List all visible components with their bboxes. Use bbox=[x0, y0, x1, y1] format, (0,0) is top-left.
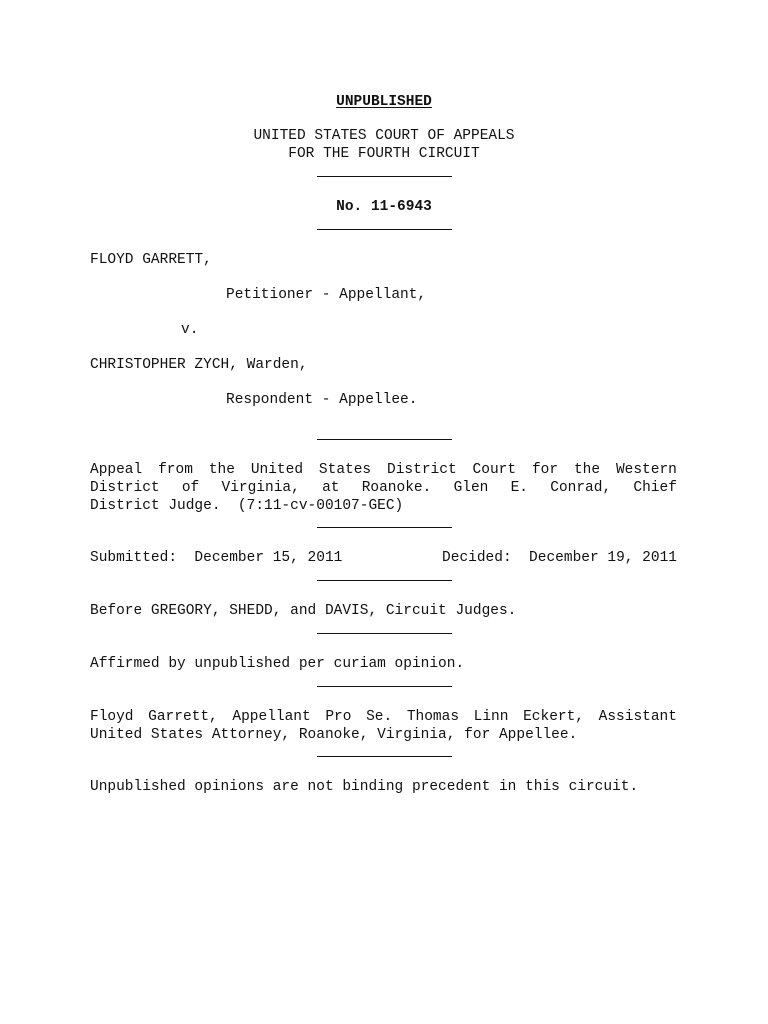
word: E. bbox=[510, 480, 529, 496]
court-name-line1: UNITED STATES COURT OF APPEALS bbox=[253, 128, 515, 144]
word: Se. bbox=[366, 709, 393, 725]
unpublished-notice: Unpublished opinions are not binding precedent in this circuit. bbox=[90, 779, 639, 795]
word: Virginia, bbox=[221, 480, 300, 496]
appeal-paragraph bbox=[90, 461, 677, 515]
word: Glen bbox=[453, 480, 489, 496]
header-divider bbox=[317, 176, 452, 177]
court-name-line2: FOR THE FOURTH CIRCUIT bbox=[288, 146, 480, 162]
counsel-divider bbox=[317, 756, 452, 757]
counsel-line-2: United States Attorney, Roanoke, Virginia, for Appellee. bbox=[90, 727, 578, 743]
counsel-line-1 bbox=[90, 708, 677, 726]
appellant-role: Petitioner - Appellant, bbox=[226, 287, 427, 303]
panel-divider bbox=[317, 633, 452, 634]
word: United bbox=[250, 462, 304, 478]
appeal-line-2 bbox=[90, 479, 677, 497]
word: Pro bbox=[325, 709, 352, 725]
word: of bbox=[181, 480, 200, 496]
word: Floyd bbox=[90, 709, 134, 725]
word: from bbox=[158, 462, 193, 478]
word: Roanoke. bbox=[361, 480, 432, 496]
appellee-role: Respondent - Appellee. bbox=[226, 392, 418, 408]
word: Chief bbox=[633, 480, 677, 496]
appeal-line-1 bbox=[90, 461, 677, 479]
word: District bbox=[90, 480, 160, 496]
appellant-name: FLOYD GARRETT, bbox=[90, 252, 212, 268]
panel-judges: Before GREGORY, SHEDD, and DAVIS, Circuit Judges. bbox=[90, 603, 517, 619]
word: Garrett, bbox=[148, 709, 218, 725]
decided-date: Decided: December 19, 2011 bbox=[442, 550, 677, 566]
dates-row bbox=[90, 549, 677, 567]
disposition-divider bbox=[317, 686, 452, 687]
word: the bbox=[573, 462, 601, 478]
word: for bbox=[531, 462, 559, 478]
word: Linn bbox=[473, 709, 509, 725]
word: Assistant bbox=[598, 709, 677, 725]
word: Thomas bbox=[406, 709, 460, 725]
word: States bbox=[318, 462, 372, 478]
case-number-divider bbox=[317, 229, 452, 230]
disposition: Affirmed by unpublished per curiam opinion. bbox=[90, 656, 465, 672]
appeal-divider bbox=[317, 527, 452, 528]
word: Appeal bbox=[90, 462, 143, 478]
word: Western bbox=[615, 462, 677, 478]
counsel-paragraph bbox=[90, 708, 677, 744]
word: Appellant bbox=[232, 709, 311, 725]
case-number: No. 11-6943 bbox=[336, 199, 432, 215]
appeal-line-3: District Judge. (7:11-cv-00107-GEC) bbox=[90, 498, 404, 514]
word: Conrad, bbox=[550, 480, 612, 496]
word: Court bbox=[472, 462, 517, 478]
word: the bbox=[208, 462, 235, 478]
dates-divider bbox=[317, 580, 452, 581]
word: District bbox=[387, 462, 457, 478]
submitted-date: Submitted: December 15, 2011 bbox=[90, 550, 343, 566]
unpublished-label: UNPUBLISHED bbox=[336, 94, 432, 110]
word: Eckert, bbox=[523, 709, 585, 725]
caption-divider bbox=[317, 439, 452, 440]
word: at bbox=[322, 480, 340, 496]
versus-label: v. bbox=[181, 322, 199, 338]
appellee-name: CHRISTOPHER ZYCH, Warden, bbox=[90, 357, 308, 373]
